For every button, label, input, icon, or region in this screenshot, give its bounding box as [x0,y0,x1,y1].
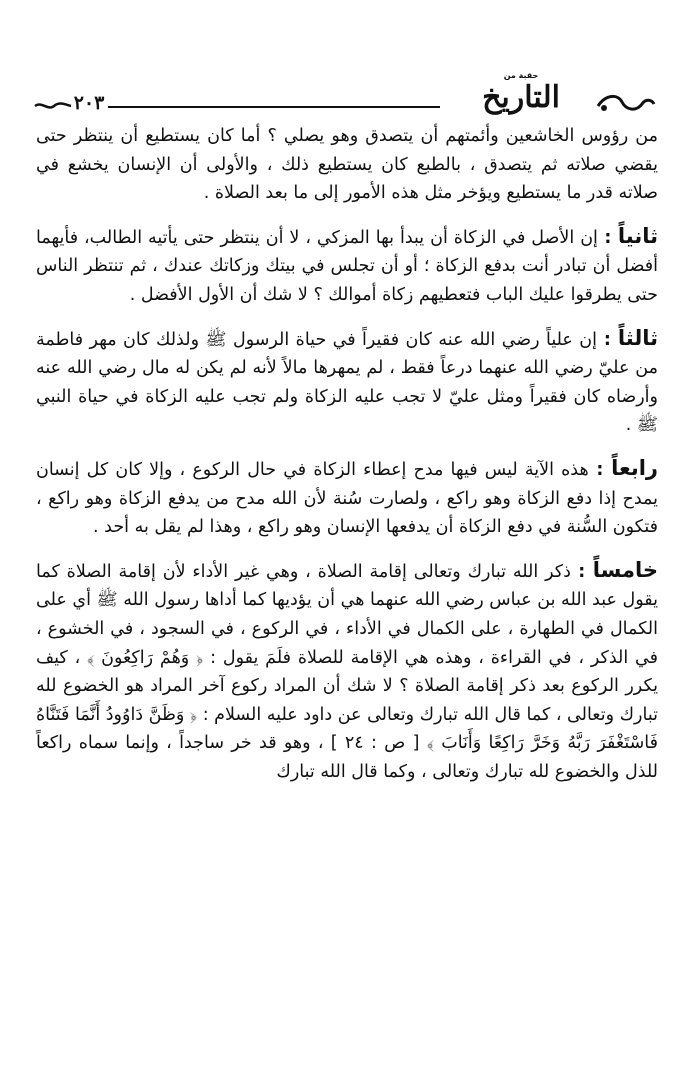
body-text [36,122,658,786]
paragraph-text: إن الأصل في الزكاة أن يبدأ بها المزكي ، لا أن ينتظر حتى يأتيه الطالب، فأيهما أفضل أن تبادر أنت بدفع الزكاة ؛ أو أن تجلس في بيتك وزكاتك عندك ، ثم تنتظر الناس حتى يطرقوا عليك الباب فتعطيهم زكاة أموالك ؟ لا شك أن الأول الأفضل . [36,227,658,305]
paragraph-text: من رؤوس الخاشعين وأئمتهم أن يتصدق وهو يصلي ؟ أما كان يستطيع أن ينتظر حتى يقضي صلاته ثم يتصدق ، بالطبع كان يستطيع ذلك ، والأولى أن الإنسان يخشع في صلاته قدر ما يستطيع ويؤخر مثل هذه الأمور إلى ما بعد الصلاة . [36,126,658,204]
lead-colon: : [597,227,618,248]
paragraph-second [36,222,658,310]
paragraph-lead: خامساً [592,557,658,582]
paragraph-fifth [36,556,658,787]
paragraph-lead: رابعاً [611,455,658,480]
page-number: ٢٠٣ [73,92,105,114]
paragraph-fourth [36,454,658,542]
paragraph-text: ذكر الله تبارك وتعالى إقامة الصلاة ، وهي غير الأداء لأن إقامة الصلاة كما يقول عبد الله بن عباس رضي الله عنهما هي أن يؤديها كما أداها رسول الله ﷺ أي على الكمال في الطهارة ، على الكمال في الأداء ، في الركوع ، في السجود ، في الخشوع ، في الذكر ، في القراءة ، وهذه هي الإقامة للصلاة فلَمَ يقول : ﴿ وَهُمْ رَاكِعُونَ ﴾ ، كيف يكرر الركوع بعد ذكر إقامة الصلاة ؟ لا شك أن المراد ركوع آخر المراد هو الخضوع لله تبارك وتعالى ، كما قال الله تبارك وتعالى عن داود عليه السلام : ﴿ وَظَنَّ دَاوُودُ أَنَّمَا فَتَنَّاهُ فَاسْتَغْفَرَ رَبَّهُ وَخَرَّ رَاكِعًا وَأَنَابَ ﴾ [ ص : ٢٤ ] ، وهو قد خر ساجداً ، وإنما سماه راكعاً للذل والخضوع لله تبارك وتعالى ، وكما قال الله تبارك [36,561,658,782]
paragraph-text: هذه الآية ليس فيها مدح إعطاء الزكاة في حال الركوع ، وإلا كان كل إنسان يمدح إذا دفع الزكاة وهو راكع ، ولصارت سُنة لأن الله مدح من يدفع الزكاة وهو راكع ، فتكون السُّنة في دفع الزكاة أن يدفعها الإنسان وهو راكع ، وهذا لم يقل به أحد . [36,459,658,538]
book-title: التاريخ [482,80,560,115]
page-number-ornament-icon [34,101,72,111]
header-rule [108,106,440,108]
running-header [0,70,694,120]
paragraph-third [36,324,658,440]
lead-colon: : [570,561,593,582]
paragraph-lead: ثالثاً [617,325,658,350]
lead-colon: : [596,329,618,350]
paragraph-intro [36,122,658,208]
paragraph-text: إن علياً رضي الله عنه كان فقيراً في حياة الرسول ﷺ ولذلك كان مهر فاطمة من عليّ رضي الله عنهما درعاً فقط ، لم يمهرها مالاً لأنه لم يكن له مال رضي الله عنه وأرضاه كان فقيراً ومثل عليّ لا تجب عليه الزكاة ولم تجب عليه الزكاة في حياة النبي ﷺ . [36,329,658,436]
header-ornament-icon [596,92,656,116]
book-subtitle: حقبة من [503,71,539,80]
lead-colon: : [588,459,612,480]
paragraph-lead: ثانياً [617,223,658,248]
